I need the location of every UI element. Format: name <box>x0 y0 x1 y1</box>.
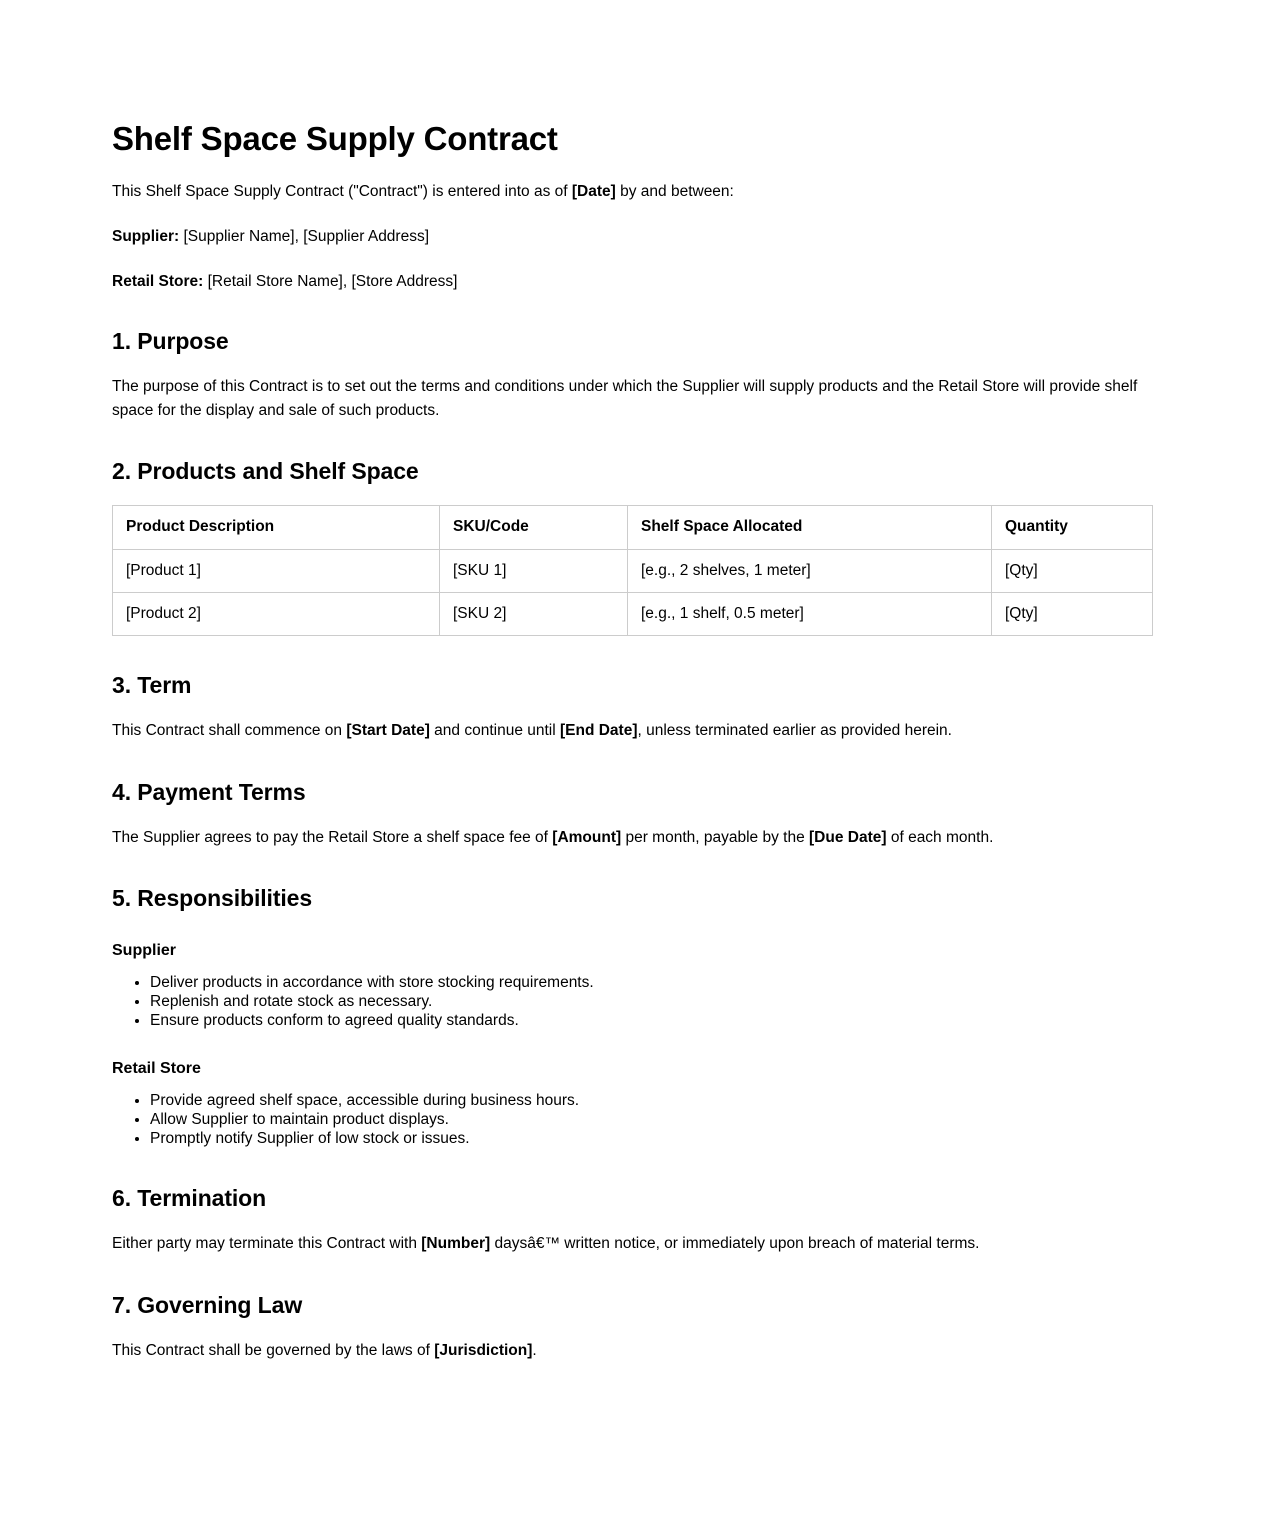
list-item: • Deliver products in accordance with store stocking requirements. <box>150 974 1151 993</box>
list-item: • Provide agreed shelf space, accessible during business hours. <box>150 1092 1151 1111</box>
section-heading-purpose: 1. Purpose <box>112 327 229 354</box>
cell-product-description: [Product 2] <box>113 592 440 635</box>
table-header-row <box>113 506 1153 549</box>
list-item: • Allow Supplier to maintain product displays. <box>150 1111 1151 1130</box>
section-heading-termination: 6. Termination <box>112 1184 267 1211</box>
section-body-governing-law <box>112 1339 1142 1362</box>
list-item: • Promptly notify Supplier of low stock or issues. <box>150 1130 1151 1149</box>
party-supplier <box>112 225 1142 248</box>
party-supplier-value: [Supplier Name], [Supplier Address] <box>179 228 430 246</box>
payment-amount-placeholder: [Amount] <box>552 829 622 847</box>
section-heading-payment-terms: 4. Payment Terms <box>112 778 306 805</box>
party-retail-store-value: [Retail Store Name], [Store Address] <box>203 273 458 291</box>
term-end-date-placeholder: [End Date] <box>560 722 638 740</box>
section-body-term <box>112 719 1142 742</box>
intro-date-placeholder: [Date] <box>571 182 616 200</box>
payment-due-date-placeholder: [Due Date] <box>809 829 887 847</box>
payment-text-1: The Supplier agrees to pay the Retail Store a shelf space fee of <box>112 829 553 847</box>
termination-text-1: Either party may terminate this Contract with <box>112 1235 422 1253</box>
table-row <box>113 549 1153 592</box>
section-heading-governing-law: 7. Governing Law <box>112 1291 303 1318</box>
intro-text-before: This Shelf Space Supply Contract ("Contract") is entered into as of <box>112 182 572 200</box>
list-item: • Replenish and rotate stock as necessary. <box>150 993 1151 1012</box>
cell-quantity: [Qty] <box>992 549 1153 592</box>
column-header-shelf-space-allocated: Shelf Space Allocated <box>628 506 992 549</box>
column-header-product-description: Product Description <box>113 506 440 549</box>
governing-law-text-1: This Contract shall be governed by the laws of <box>112 1342 435 1360</box>
section-body-termination <box>112 1232 1142 1255</box>
page-title: Shelf Space Supply Contract <box>112 120 558 157</box>
responsibilities-list-retail-store <box>112 1092 1151 1149</box>
term-text-1: This Contract shall commence on <box>112 722 347 740</box>
section-body-payment-terms <box>112 826 1142 849</box>
term-text-2: and continue until <box>429 722 560 740</box>
column-header-quantity: Quantity <box>992 506 1153 549</box>
section-body-purpose: The purpose of this Contract is to set out the terms and conditions under which the Supplier will supply products and the Retail Store will provide shelf space for the display and sale of such products. <box>112 378 1138 419</box>
subsection-heading-retail-store: Retail Store <box>112 1059 201 1077</box>
intro-text-after: by and between: <box>615 182 734 200</box>
section-heading-term: 3. Term <box>112 671 192 698</box>
party-supplier-label: Supplier: <box>112 228 180 246</box>
governing-law-text-2: . <box>532 1342 537 1360</box>
cell-quantity: [Qty] <box>992 592 1153 635</box>
party-retail-store-label: Retail Store: <box>112 273 204 291</box>
products-table <box>112 505 1153 635</box>
intro-paragraph <box>112 180 1142 203</box>
payment-text-3: of each month. <box>886 829 994 847</box>
cell-shelf-space-allocated: [e.g., 2 shelves, 1 meter] <box>628 549 992 592</box>
cell-shelf-space-allocated: [e.g., 1 shelf, 0.5 meter] <box>628 592 992 635</box>
governing-law-jurisdiction-placeholder: [Jurisdiction] <box>434 1342 533 1360</box>
term-start-date-placeholder: [Start Date] <box>346 722 430 740</box>
subsection-heading-supplier: Supplier <box>112 942 177 960</box>
party-retail-store <box>112 270 1142 293</box>
table-row <box>113 592 1153 635</box>
payment-text-2: per month, payable by the <box>621 829 810 847</box>
termination-text-2: daysâ€™ written notice, or immediately upon breach of material terms. <box>490 1235 980 1253</box>
column-header-sku-code: SKU/Code <box>440 506 628 549</box>
section-heading-products: 2. Products and Shelf Space <box>112 457 419 484</box>
cell-product-description: [Product 1] <box>113 549 440 592</box>
term-text-3: , unless terminated earlier as provided herein. <box>637 722 952 740</box>
cell-sku-code: [SKU 1] <box>440 549 628 592</box>
list-item: • Ensure products conform to agreed quality standards. <box>150 1012 1151 1031</box>
section-heading-responsibilities: 5. Responsibilities <box>112 885 313 912</box>
responsibilities-list-supplier <box>112 974 1151 1031</box>
termination-number-placeholder: [Number] <box>421 1235 491 1253</box>
cell-sku-code: [SKU 2] <box>440 592 628 635</box>
